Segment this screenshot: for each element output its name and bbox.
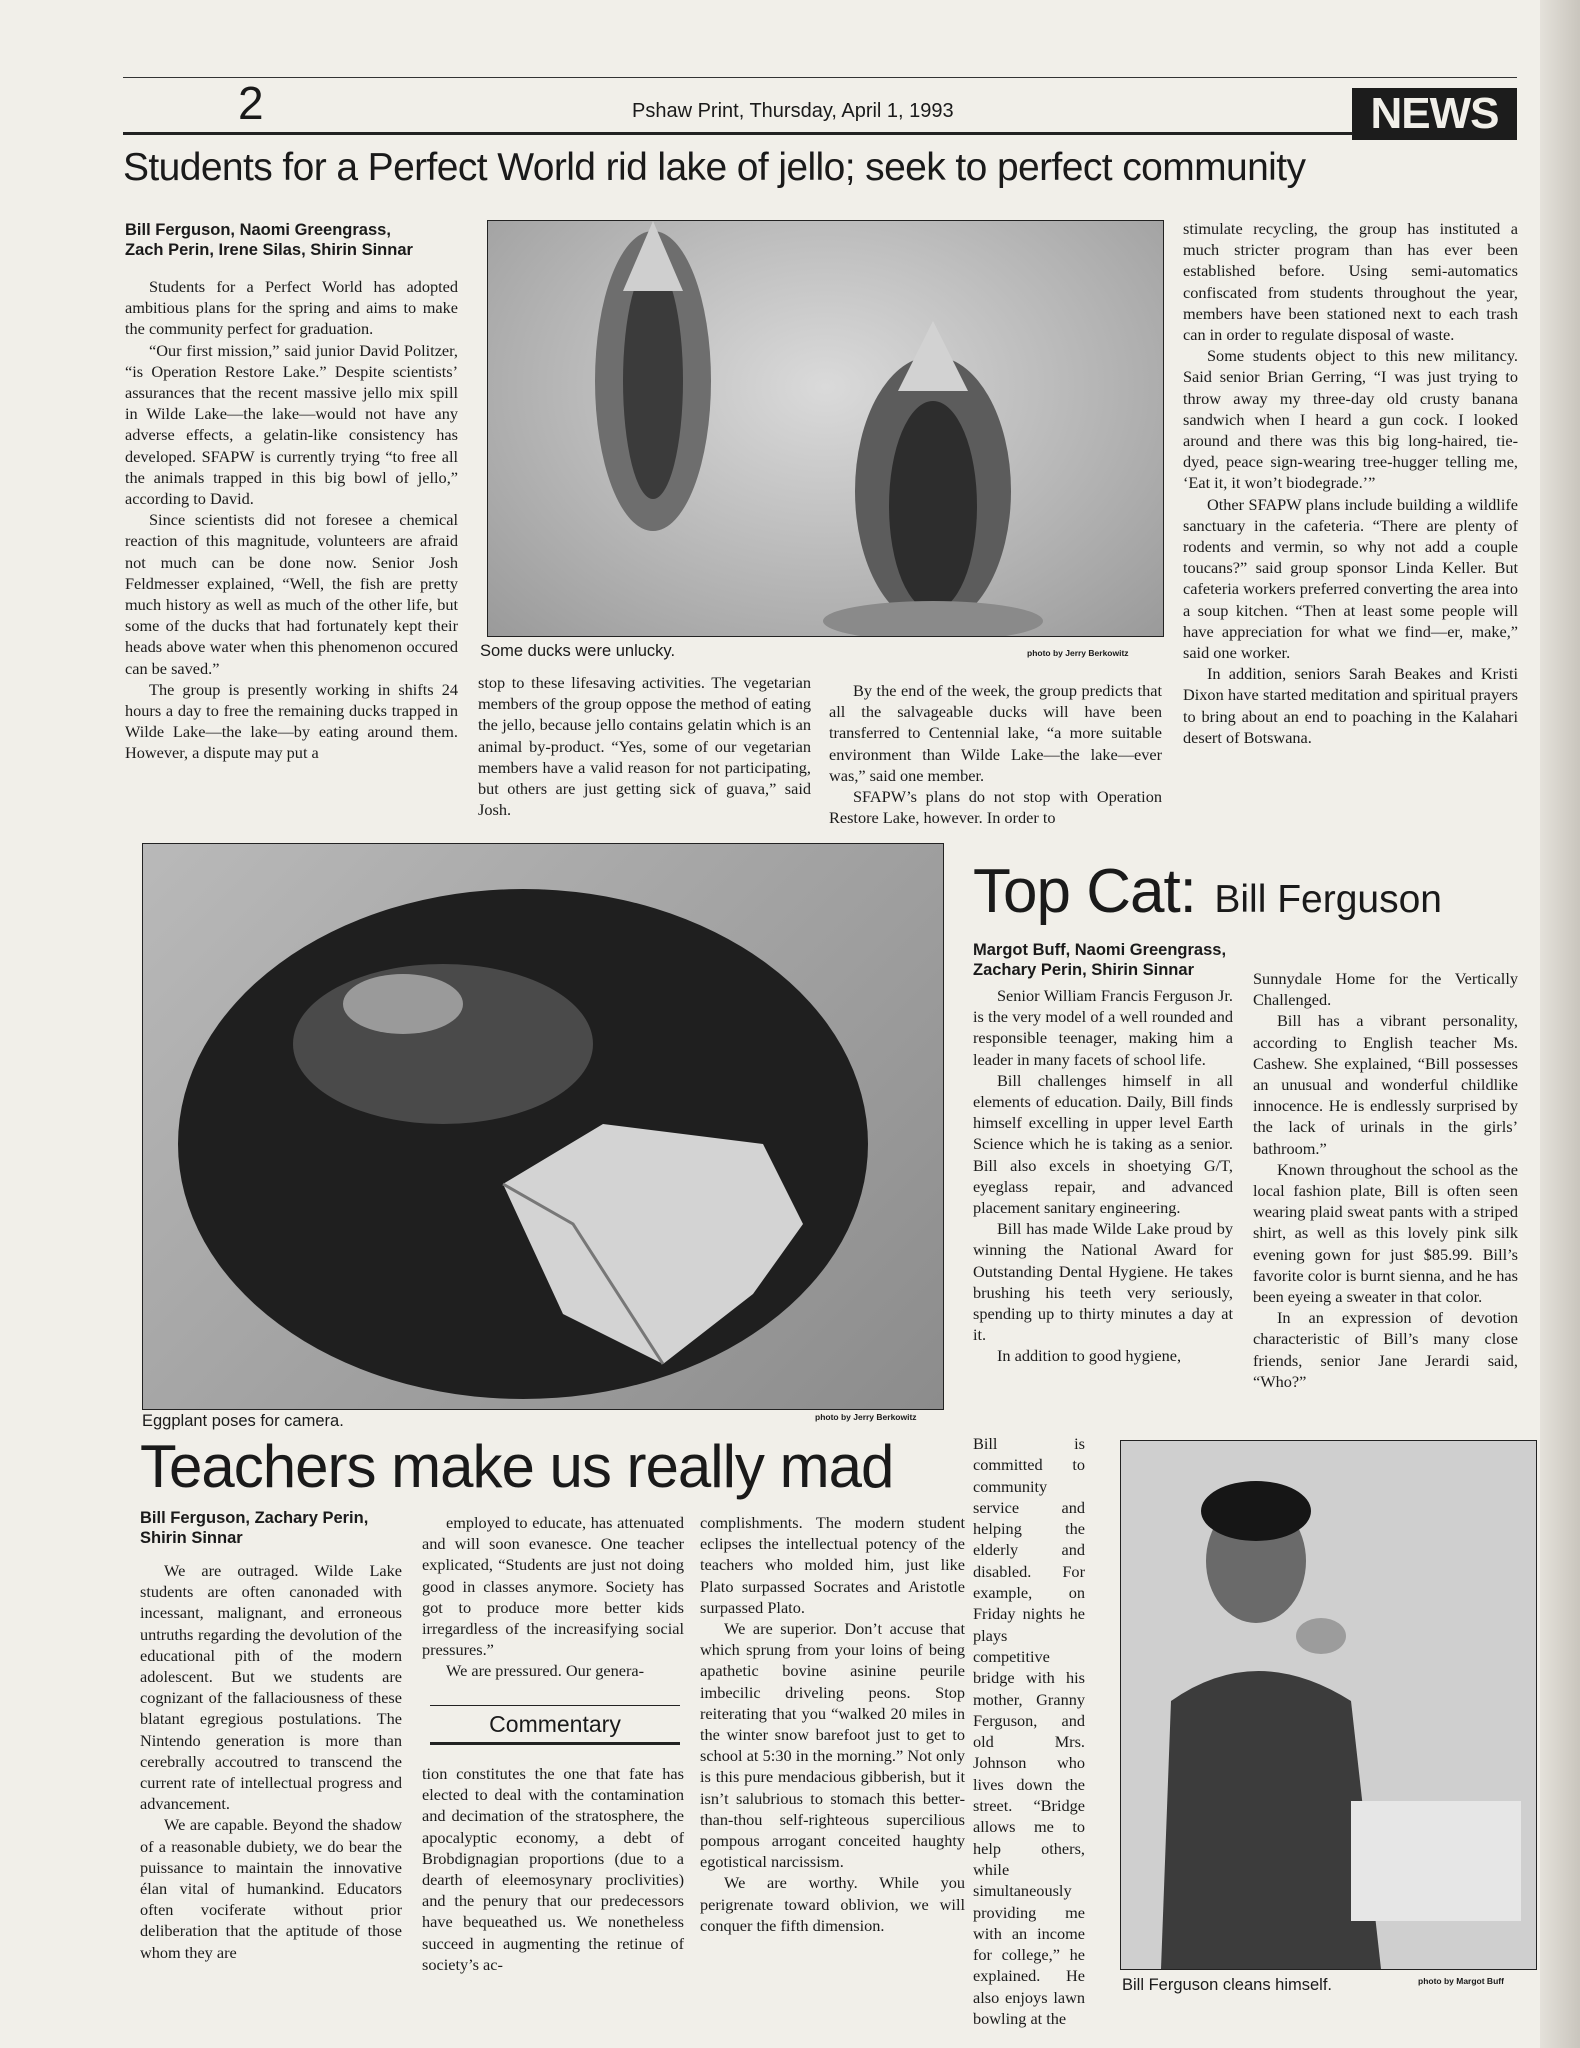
portrait-credit: photo by Margot Buff: [1418, 1976, 1504, 1986]
paragraph: Bill has a vibrant personality, according to English teacher Ms. Cashew. She explained, “Bill possesses an unusual and wonderful childlike innocence. He is endlessly surprised by the lack of urinals in the girls’ bathroom.”: [1253, 1011, 1518, 1158]
paragraph: The group is presently working in shifts 24 hours a day to free the remaining ducks trapped in Wilde Lake—the lake—by eating around them. However, a dispute may put a: [125, 679, 458, 763]
teachers-column-3: [700, 1512, 965, 1936]
portrait-photo-art: [1121, 1441, 1536, 1969]
eggplant-photo-art: [143, 844, 943, 1409]
paragraph: In addition, seniors Sarah Beakes and Kristi Dixon have started meditation and spiritual prayers to bring about an end to poaching in the Kalahari desert of Botswana.: [1183, 664, 1518, 747]
topcat-column-2: [1253, 968, 1518, 1392]
paragraph: Students for a Perfect World has adopted ambitious plans for the spring and aims to make the community perfect for graduation.: [125, 277, 458, 339]
teachers-column-1: [140, 1560, 402, 1963]
ducks-photo: [487, 220, 1164, 637]
topcat-column-1-narrow: [973, 1433, 1085, 2029]
teachers-column-2: [422, 1512, 684, 1682]
byline-line: Margot Buff, Naomi Greengrass,: [973, 941, 1227, 959]
paragraph: Senior William Francis Ferguson Jr. is the very model of a well rounded and responsible teenager, making him a leader in many facets of school life.: [973, 986, 1233, 1069]
teachers-byline: [140, 1508, 368, 1548]
page-number: 2: [238, 77, 264, 129]
paragraph: SFAPW’s plans do not stop with Operation Restore Lake, however. In order to: [829, 787, 1162, 828]
header-rule: [123, 132, 1353, 135]
topcat-byline: [973, 940, 1226, 980]
paragraph: Some students object to this new militancy. Said senior Brian Gerring, “I was just trying to throw away my three-day old crusty banana sandwich when I heard a gun cock. I looked around and there was this big long-haired, tie-dyed, peace sign-wearing tree-hugger telling me, ‘Eat it, it won’t biodegrade.’”: [1183, 346, 1518, 493]
byline-line: Shirin Sinnar: [140, 1529, 243, 1547]
paragraph: We are pressured. Our genera-: [446, 1661, 645, 1681]
story1-column-4: [1183, 218, 1518, 748]
paragraph: We are outraged. Wilde Lake students are often canonaded with incessant, malignant, and erroneous untruths regarding the devolution of the educational pith of the modern adolescent. But we students are cognizant of the fallaciousness of these blatant egregious postulations. The Nintendo generation is more than cerebrally accoutred to transcend the current rate of intellectual progress and advancement.: [140, 1561, 402, 1814]
ducks-photo-art: [488, 221, 1163, 636]
eggplant-photo: [142, 843, 944, 1410]
section-nameplate: NEWS: [1352, 88, 1517, 140]
paragraph: tion constitutes the one that fate has elected to deal with the contamination and decimation of the stratosphere, the apocalyptic economy, a debt of Brobdignagian proportions (due to a dearth of eleemosynary proclivities) and the penury that our predecessors have bequeathed us. We nonetheless succeed in augmenting the retinue of society’s ac-: [422, 1764, 684, 1974]
story1-column-3: [829, 680, 1162, 828]
topcat-name: Bill Ferguson: [1214, 878, 1442, 921]
header-top-rule: [123, 77, 1517, 78]
commentary-box: [430, 1705, 680, 1745]
topcat-column-1: [973, 985, 1233, 1367]
byline-line: Zachary Perin, Shirin Sinnar: [973, 961, 1194, 979]
story1-column-2: [478, 672, 811, 820]
paragraph: We are superior. Don’t accuse that which sprung from your loins of being apathetic bovine asinine peurile imbecilic driveling peons. Stop reiterating that you “walked 20 miles in the winter snow barefoot just to get to school at 5:30 in the morning.” Not only is this pure mendacious gibberish, but it isn’t salubrious to stomach this better-than-thou self-righteous supercilious pompous arrogant conceited haughty egotistical narcissism.: [700, 1619, 965, 1872]
paragraph: Known throughout the school as the local fashion plate, Bill is often seen wearing plaid sweat pants with a striped shirt, as well as this lovely pink silk evening gown for just $85.99. Bill’s favorite color is burnt sienna, and he has been eyeing a sweater in that color.: [1253, 1159, 1518, 1307]
paragraph: Bill challenges himself in all elements of education. Daily, Bill finds himself excelling in upper level Earth Science which he is taking as a senior. Bill also excels in shoetying G/T, eyeglass repair, and advanced placement sanitary engineering.: [973, 1070, 1233, 1218]
paragraph: Other SFAPW plans include building a wildlife sanctuary in the cafeteria. “There are plenty of rodents and vermin, so why not add a couple toucans?” said group sponsor Linda Keller. But cafeteria workers preferred converting the area into a soup kitchen. “Then at least some people will have appreciation for what we find—er, make,” said one worker.: [1183, 494, 1518, 663]
page-edge: [1540, 0, 1580, 2048]
paragraph: In addition to good hygiene,: [997, 1346, 1182, 1366]
eggplant-credit: photo by Jerry Berkowitz: [815, 1412, 917, 1422]
ducks-photo-caption: Some ducks were unlucky.: [480, 642, 676, 660]
eggplant-caption: Eggplant poses for camera.: [142, 1412, 344, 1430]
dateline: Pshaw Print, Thursday, April 1, 1993: [632, 100, 954, 122]
byline-line: Bill Ferguson, Naomi Greengrass,: [125, 221, 391, 239]
ducks-photo-credit: photo by Jerry Berkowitz: [1027, 648, 1129, 658]
byline-line: Bill Ferguson, Zachary Perin,: [140, 1509, 369, 1527]
commentary-label: Commentary: [489, 1711, 621, 1737]
portrait-photo: [1120, 1440, 1537, 1970]
topcat-label: Top Cat:: [973, 857, 1196, 926]
story1-headline: Students for a Perfect World rid lake of jello; seek to perfect community: [123, 146, 1306, 189]
paragraph: Sunnydale Home for the Vertically Challenged.: [1253, 969, 1518, 1010]
paragraph: stop to these lifesaving activities. The vegetarian members of the group oppose the method of eating the jello, because jello contains gelatin which is an animal by-product. “Yes, some of our vegetarian members have a valid reason for not participating, but others are just getting sick of guava,” said Josh.: [478, 673, 811, 820]
paragraph: Since scientists did not foresee a chemical reaction of this magnitude, volunteers are afraid not much can be done now. Senior Josh Feldmesser explained, “Well, the fish are pretty much history as well as much of the other life, but some of the ducks that had fortunately kept their heads above water when this phenomenon occured can be saved.”: [125, 510, 458, 678]
teachers-headline: Teachers make us really mad: [140, 1433, 894, 1500]
byline-line: Zach Perin, Irene Silas, Shirin Sinnar: [125, 241, 413, 259]
paragraph: “Our first mission,” said junior David Politzer, “is Operation Restore Lake.” Despite scientists’ assurances that the recent massive jello mix spill in Wilde Lake—the lake—would not have any adverse effects, a gelatin-like consistency has developed. SFAPW is currently trying “to free all the animals trapped in this big bowl of jello,” according to David.: [125, 340, 458, 509]
paragraph: We are worthy. While you perigrenate toward oblivion, we will conquer the fifth dimension.: [700, 1873, 965, 1935]
paragraph: complishments. The modern student eclipses the intellectual potency of the teachers who molded him, just like Plato surpassed Socrates and Aristotle surpassed Plato.: [700, 1513, 965, 1617]
paragraph: We are capable. Beyond the shadow of a reasonable dubiety, we do bear the puissance to maintain the innovative élan vital of humankind. Educators often vociferate without prior deliberation that the aptitude of those whom they are: [140, 1815, 402, 1962]
paragraph: Bill has made Wilde Lake proud by winning the National Award for Outstanding Dental Hygiene. He takes brushing his teeth very seriously, spending up to thirty minutes a day at it.: [973, 1219, 1233, 1345]
story1-byline: [125, 220, 413, 260]
topcat-title: [973, 856, 1442, 927]
paragraph: Bill is committed to community service and helping the elderly and disabled. For example, on Friday nights he plays competitive bridge with his mother, Granny Ferguson, and old Mrs. Johnson who lives down the street. “Bridge allows me to help others, while simultaneously providing me with an income for college,” he explained. He also enjoys lawn bowling at the: [973, 1434, 1085, 2029]
paragraph: In an expression of devotion characteristic of Bill’s many close friends, senior Jane Jerardi said, “Who?”: [1253, 1308, 1518, 1391]
paragraph: stimulate recycling, the group has instituted a much stricter program than has ever been established before. Using semi-automatics confiscated from students throughout the year, members have been stationed next to each trash can in order to regulate disposal of waste.: [1183, 219, 1518, 345]
story1-column-1: [125, 276, 458, 764]
paragraph: employed to educate, has attenuated and will soon evanesce. One teacher explicated, “Students are just not doing good in classes anymore. Society has got to produce more better kids irregardless of the increasifying social pressures.”: [422, 1513, 684, 1660]
paragraph: By the end of the week, the group predicts that all the salvageable ducks will have been transferred to Centennial lake, “a more suitable environment than Wilde Lake—the lake—ever was,” said one member.: [829, 681, 1162, 785]
portrait-caption: Bill Ferguson cleans himself.: [1122, 1976, 1333, 1994]
teachers-column-2b: [422, 1763, 684, 1975]
